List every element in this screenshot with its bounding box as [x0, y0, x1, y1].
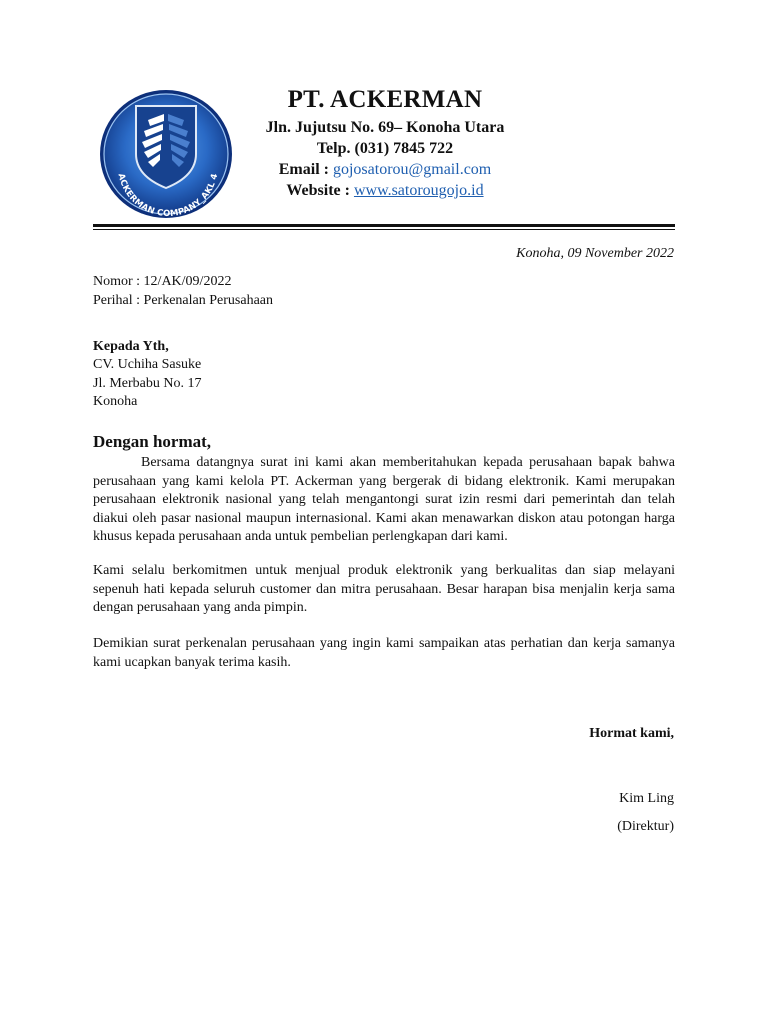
company-logo — [96, 84, 236, 224]
email-label: Email : — [278, 161, 333, 178]
company-name: PT. ACKERMAN — [287, 86, 483, 113]
company-address: Jln. Jujutsu No. 69– Konoha Utara — [265, 119, 505, 136]
signer-title: (Direktur) — [617, 819, 674, 834]
body-paragraph-1 — [93, 454, 675, 547]
company-website-line — [250, 182, 520, 200]
logo-text: ACKERMAN COMPANY_AKL 4 — [115, 172, 221, 220]
letter-number: Nomor : 12/AK/09/2022 — [93, 274, 232, 289]
recipient-city: Konoha — [93, 394, 138, 409]
recipient-salutation: Kepada Yth, — [93, 339, 169, 354]
greeting: Dengan hormat, — [93, 432, 212, 451]
company-email-line — [250, 161, 520, 179]
header-divider-thick — [93, 224, 675, 227]
body-paragraph-2: Kami selalu berkomitmen untuk menjual produk elektronik yang berkualitas dan siap melayani sepenuh hati kepada seluruh customer dan mitra perusahaan. Besar harapan bisa menjalin kerja sama dengan perusahaan yang anda pimpin. — [93, 563, 675, 615]
website-link[interactable]: www.satorougojo.id — [353, 182, 484, 199]
company-phone: Telp. (031) 7845 722 — [316, 140, 454, 157]
header-divider-thin — [93, 229, 675, 230]
paragraph-1-text: Bersama datangnya surat ini kami akan memberitahukan kepada perusahaan bapak bahwa perusahaan yang kami kelola PT. Ackerman yang bergerak di bidang elektronik. Kami merupakan perusahaan elektronik nasional yang telah mengantongi surat izin resmi dari pemerintah dan telah diakui oleh pasar nasional maupun internasional. Kami akan menawarkan diskon atau potongan harga khusus kepada perusahaan anda untuk pembelian perlengkapan dari kami. — [93, 455, 675, 544]
letter-date: Konoha, 09 November 2022 — [516, 246, 674, 261]
signer-name: Kim Ling — [619, 791, 674, 806]
closing: Hormat kami, — [589, 726, 674, 741]
recipient-address: Jl. Merbabu No. 17 — [93, 376, 202, 391]
recipient-name: CV. Uchiha Sasuke — [93, 357, 202, 372]
body-paragraph-3: Demikian surat perkenalan perusahaan yang ingin kami sampaikan atas perhatian dan kerja samanya kami ucapkan banyak terima kasih. — [93, 636, 675, 670]
email-link[interactable]: gojosatorou@gmail.com — [332, 161, 492, 178]
website-label: Website : — [286, 182, 354, 199]
letter-subject: Perihal : Perkenalan Perusahaan — [93, 293, 273, 308]
